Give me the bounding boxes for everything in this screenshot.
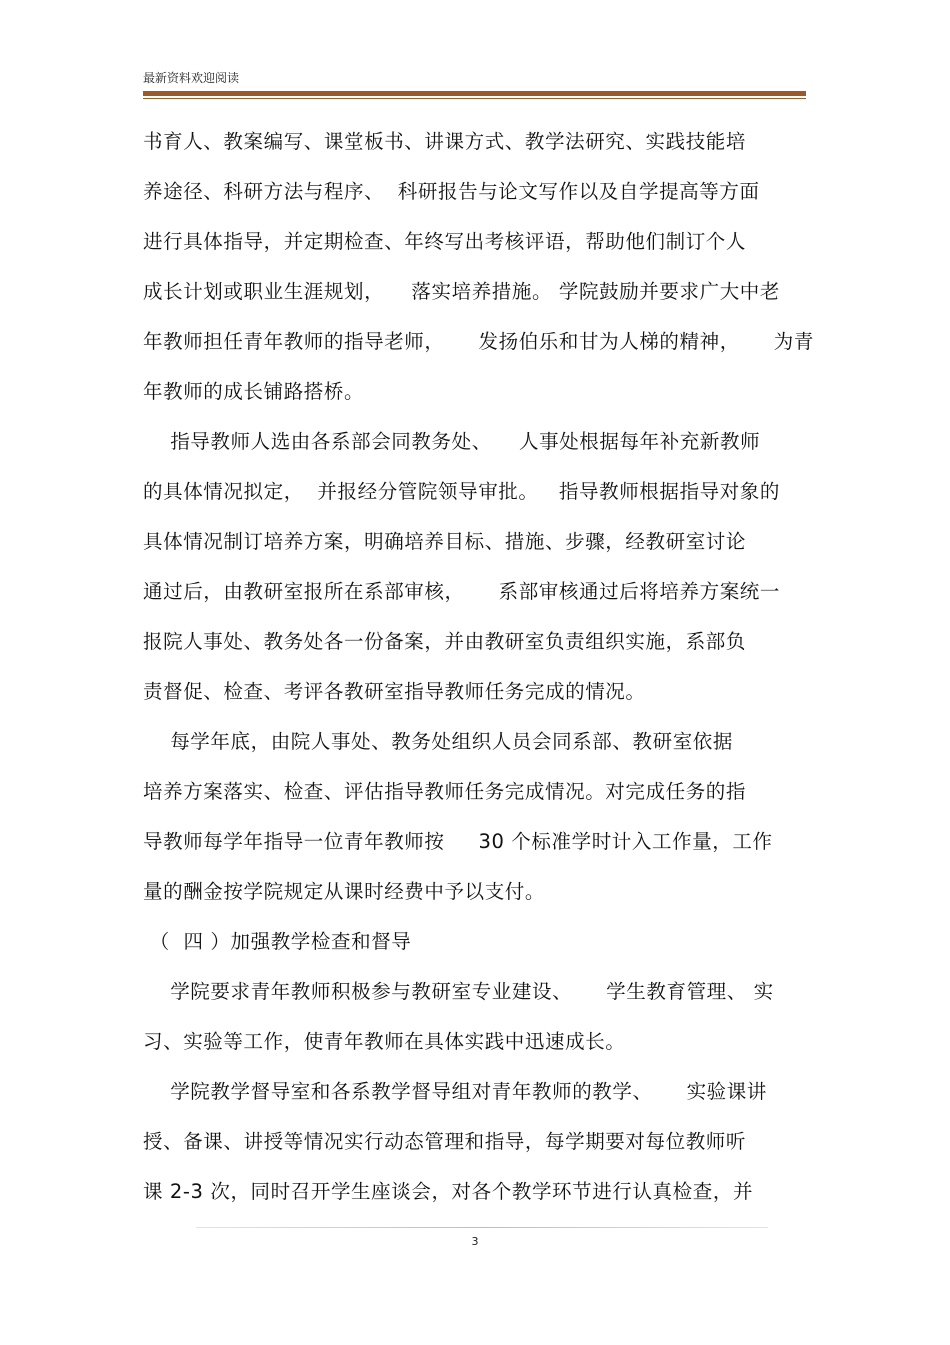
text-line: 年教师担任青年教师的指导老师， 发扬伯乐和甘为人梯的精神， 为青 <box>143 330 814 353</box>
text-line: 每学年底，由院人事处、教务处组织人员会同系部、教研室依据 <box>143 730 733 753</box>
text-line: 养途径、科研方法与程序、 科研报告与论文写作以及自学提高等方面 <box>143 180 760 203</box>
text-line: 量的酬金按学院规定从课时经费中予以支付。 <box>143 880 546 903</box>
text-line: 年教师的成长铺路搭桥。 <box>143 380 365 403</box>
text-line: 课 2-3 次，同时召开学生座谈会，对各个教学环节进行认真检查，并 <box>143 1180 754 1203</box>
text-line: 培养方案落实、检查、评估指导教师任务完成情况。对完成任务的指 <box>143 780 747 803</box>
text-line: 学院教学督导室和各系教学督导组对青年教师的教学、 实验课讲 <box>143 1080 767 1103</box>
text-line: 学院要求青年教师积极参与教研室专业建设、 学生教育管理、 实 <box>143 980 774 1003</box>
text-line: 书育人、教案编写、课堂板书、讲课方式、教学法研究、实践技能培 <box>143 130 747 153</box>
text-line: 习、实验等工作，使青年教师在具体实践中迅速成长。 <box>143 1030 626 1053</box>
text-line: 授、备课、讲授等情况实行动态管理和指导，每学期要对每位教师听 <box>143 1130 747 1153</box>
text-line: 进行具体指导，并定期检查、年终写出考核评语，帮助他们制订个人 <box>143 230 747 253</box>
text-line: 责督促、检查、考评各教研室指导教师任务完成的情况。 <box>143 680 646 703</box>
header-rule-thin <box>143 98 806 99</box>
page-number: 3 <box>471 1235 479 1248</box>
footer-rule <box>196 1227 768 1228</box>
text-line: 通过后，由教研室报所在系部审核， 系部审核通过后将培养方案统一 <box>143 580 780 603</box>
text-line: 的具体情况拟定， 并报经分管院领导审批。 指导教师根据指导对象的 <box>143 480 780 503</box>
text-line: 指导教师人选由各系部会同教务处、 人事处根据每年补充新教师 <box>143 430 761 453</box>
header-rule-thick <box>143 91 806 96</box>
section-heading: （ 四 ）加强教学检查和督导 <box>143 930 412 953</box>
text-line: 导教师每学年指导一位青年教师按 30 个标准学时计入工作量，工作 <box>143 830 773 853</box>
header-text: 最新资料欢迎阅读 <box>143 71 240 85</box>
text-line: 成长计划或职业生涯规划， 落实培养措施。 学院鼓励并要求广大中老 <box>143 280 780 303</box>
text-line: 具体情况制订培养方案，明确培养目标、措施、步骤，经教研室讨论 <box>143 530 747 553</box>
text-line: 报院人事处、教务处各一份备案，并由教研室负责组织实施，系部负 <box>143 630 747 653</box>
